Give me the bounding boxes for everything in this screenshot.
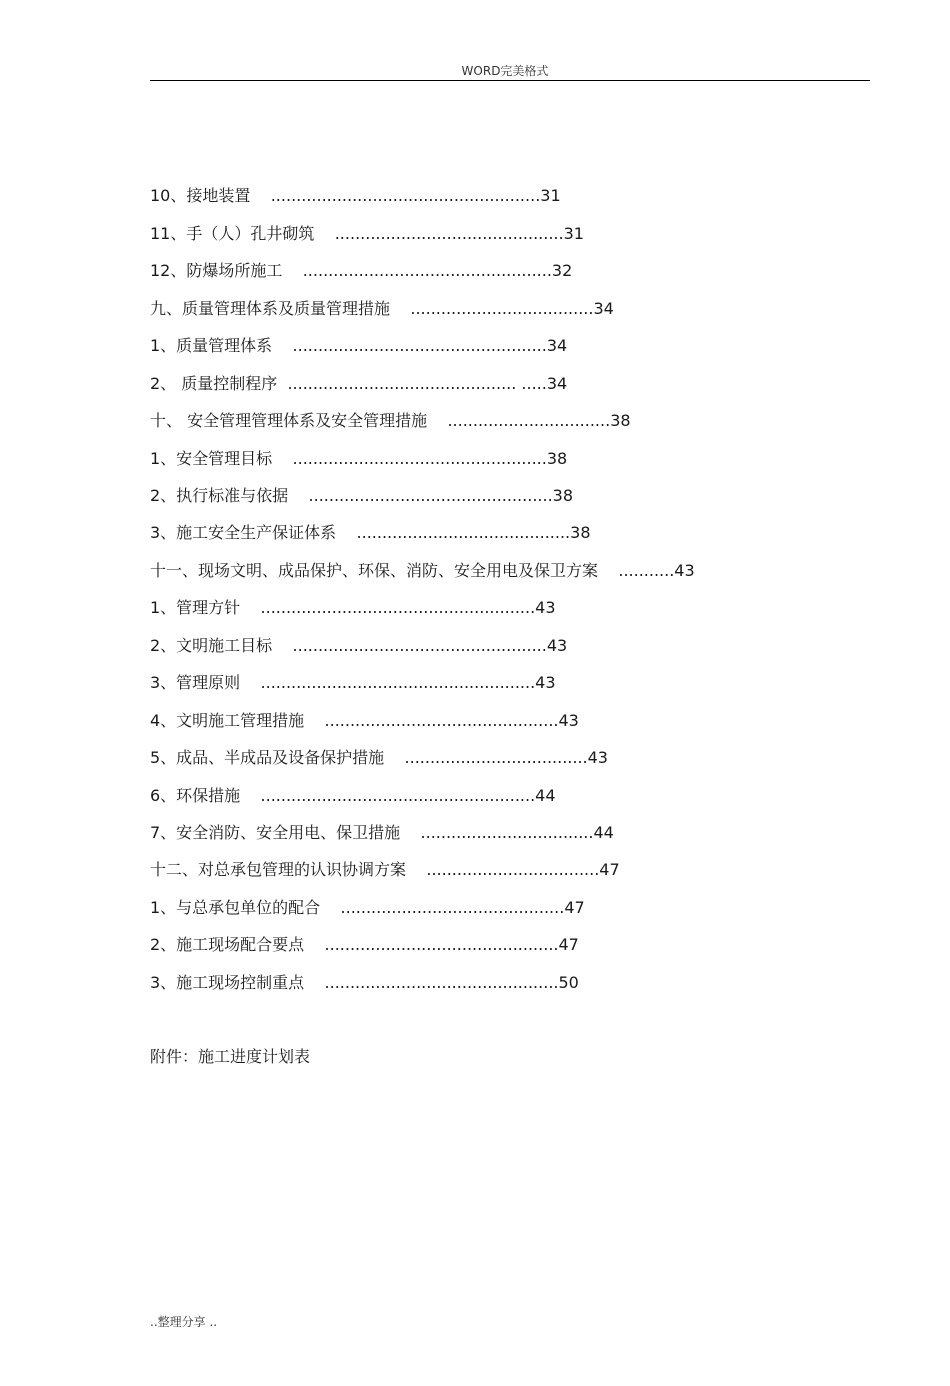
toc-title: 3、施工现场控制重点 <box>150 973 305 992</box>
toc-entry <box>150 486 573 506</box>
toc-leader: ..............................................43 <box>324 711 579 730</box>
toc-title: 2、文明施工目标 <box>150 636 273 655</box>
toc-entry <box>150 449 567 469</box>
toc-title: 2、施工现场配合要点 <box>150 935 305 954</box>
toc-leader: ..................................................43 <box>292 636 568 655</box>
toc-leader: .................................................32 <box>302 261 573 280</box>
toc-title: 1、与总承包单位的配合 <box>150 898 321 917</box>
toc-leader: ..........................................38 <box>356 523 591 542</box>
toc-entry <box>150 973 579 993</box>
toc-title: 7、安全消防、安全用电、保卫措施 <box>150 823 401 842</box>
toc-leader: ......................................................43 <box>260 673 556 692</box>
toc-entry <box>150 673 556 693</box>
toc-title: 2、执行标准与依据 <box>150 486 289 505</box>
toc-entry <box>150 748 608 768</box>
toc-title: 12、防爆场所施工 <box>150 261 283 280</box>
toc-entry <box>150 636 567 656</box>
toc-leader: ............................................. .....34 <box>287 374 568 393</box>
toc-leader: .....................................................31 <box>270 186 561 205</box>
toc-title: 九、质量管理体系及质量管理措施 <box>150 299 391 318</box>
toc-title: 6、环保措施 <box>150 786 241 805</box>
toc-leader: ....................................34 <box>410 299 614 318</box>
toc-leader: ......................................................43 <box>260 598 556 617</box>
toc-leader: ...........43 <box>618 561 695 580</box>
toc-leader: ....................................43 <box>404 748 608 767</box>
toc-entry <box>150 186 561 206</box>
toc-title: 4、文明施工管理措施 <box>150 711 305 730</box>
toc-title: 十一、现场文明、成品保护、环保、消防、安全用电及保卫方案 <box>150 561 599 580</box>
toc-entry <box>150 860 620 880</box>
toc-entry <box>150 935 579 955</box>
toc-leader: ..............................................47 <box>324 935 579 954</box>
toc-title: 3、施工安全生产保证体系 <box>150 523 337 542</box>
toc-leader: ..............................................50 <box>324 973 579 992</box>
toc-entry <box>150 898 585 918</box>
toc-entry <box>150 411 631 431</box>
toc-entry <box>150 374 567 394</box>
toc-entry <box>150 224 584 244</box>
toc-entry <box>150 598 556 618</box>
toc-leader: .............................................31 <box>334 224 584 243</box>
toc-leader: ......................................................44 <box>260 786 556 805</box>
toc-title: 1、质量管理体系 <box>150 336 273 355</box>
toc-entry <box>150 823 614 843</box>
appendix-line: 附件：施工进度计划表 <box>150 1047 311 1066</box>
page-footer: ..整理分享 .. <box>150 1315 218 1329</box>
toc-entry <box>150 336 567 356</box>
toc-leader: ................................38 <box>447 411 631 430</box>
toc-entry <box>150 561 695 581</box>
toc-entry <box>150 711 579 731</box>
toc-title: 11、手（人）孔井砌筑 <box>150 224 315 243</box>
toc-leader: ..................................................34 <box>292 336 568 355</box>
toc-title: 5、成品、半成品及设备保护措施 <box>150 748 385 767</box>
toc-leader: ..................................44 <box>420 823 614 842</box>
toc-title: 1、管理方针 <box>150 598 241 617</box>
toc-title: 3、管理原则 <box>150 673 241 692</box>
header-rule <box>150 80 870 81</box>
toc-title: 10、接地装置 <box>150 186 251 205</box>
toc-title: 十二、对总承包管理的认识协调方案 <box>150 860 407 879</box>
toc-entry <box>150 523 591 543</box>
toc-title: 十、 安全管理管理体系及安全管理措施 <box>150 411 428 430</box>
toc-entry <box>150 299 614 319</box>
toc-leader: ..................................................38 <box>292 449 568 468</box>
toc-leader: ..................................47 <box>426 860 620 879</box>
page-header: WORD完美格式 <box>461 64 549 78</box>
toc-entry <box>150 786 556 806</box>
toc-entry <box>150 261 572 281</box>
toc-leader: ............................................47 <box>340 898 585 917</box>
toc-leader: ................................................38 <box>308 486 574 505</box>
toc-title: 2、 质量控制程序 <box>150 374 278 393</box>
toc-title: 1、安全管理目标 <box>150 449 273 468</box>
